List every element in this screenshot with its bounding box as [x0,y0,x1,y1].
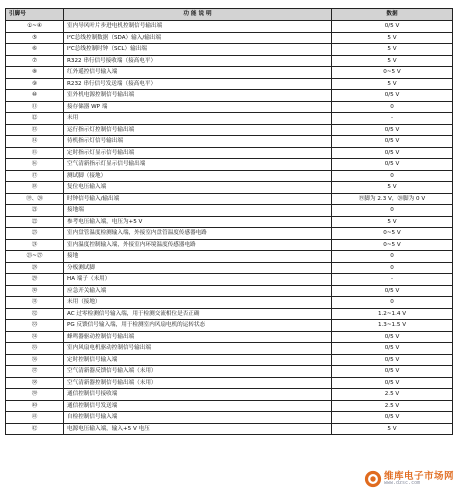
function-description-cell: 蜂鸣器驱动控制信号输出端 [64,331,332,343]
pin-number-cell: ㉔ [6,239,64,251]
pin-number-cell: ㉜ [6,308,64,320]
pin-number-cell: ㉑ [6,205,64,217]
data-value-cell: 0/5 V [332,90,453,102]
table-row [6,412,453,424]
pin-number-cell: ⑲、⑳ [6,193,64,205]
pin-number-cell: ㊷ [6,423,64,435]
pin-number-cell: ㉕~㉗ [6,251,64,263]
table-row [6,285,453,297]
function-description-cell: 空气清新器反馈信号输入端（未用） [64,366,332,378]
pin-number-cell: ⑩ [6,90,64,102]
function-description-cell: 接存储器 WP 端 [64,101,332,113]
table-row [6,182,453,194]
header-function-description: 功 能 说 明 [64,9,332,21]
table-row [6,400,453,412]
table-row [6,90,453,102]
table-row [6,159,453,171]
data-value-cell: 0/5 V [332,343,453,355]
pin-number-cell: ⑧ [6,67,64,79]
data-value-cell: 0/5 V [332,354,453,366]
table-row [6,423,453,435]
function-description-cell: 应急开关输入端 [64,285,332,297]
function-description-cell: 室内盘管温度检测输入端，外接室内盘管温度传感器电路 [64,228,332,240]
function-description-cell: 分板测试脚 [64,262,332,274]
data-value-cell: ⑲脚为 2.3 V，⑳脚为 0 V [332,193,453,205]
table-row [6,113,453,125]
table-row [6,228,453,240]
data-value-cell: 5 V [332,78,453,90]
data-value-cell: 5 V [332,216,453,228]
pin-function-sheet [5,8,452,435]
function-description-cell: 红外遥控信号输入端 [64,67,332,79]
pin-number-cell: ⑪ [6,101,64,113]
function-description-cell: I²C总线控制时钟（SCL）输出端 [64,44,332,56]
watermark-text [384,472,454,487]
function-description-cell: HA 端子（未用） [64,274,332,286]
table-row [6,205,453,217]
table-row [6,124,453,136]
pin-number-cell: ⑦ [6,55,64,67]
function-description-cell: 空气清新指示灯显示信号输出端 [64,159,332,171]
table-row [6,354,453,366]
pin-number-cell: ㉒ [6,216,64,228]
data-value-cell: 0/5 V [332,285,453,297]
table-row [6,193,453,205]
data-value-cell: 0 [332,262,453,274]
function-description-cell: 通信控制信号接收端 [64,389,332,401]
table-row [6,331,453,343]
function-description-cell: 自检控制信号输入端 [64,412,332,424]
data-value-cell: 0/5 V [332,331,453,343]
table-row [6,44,453,56]
function-description-cell: 参考电压输入端，电压为+5 V [64,216,332,228]
pin-number-cell: ㉛ [6,297,64,309]
function-description-cell: PG 反馈信号输入端，用于检测室内风扇电机的运转状态 [64,320,332,332]
table-row [6,32,453,44]
function-description-cell: R322 串行信号接收端（接高电平） [64,55,332,67]
data-value-cell: 0~5 V [332,239,453,251]
table-row [6,366,453,378]
pin-number-cell: ⑬ [6,124,64,136]
table-row [6,147,453,159]
pin-number-cell: ㊶ [6,412,64,424]
data-value-cell: 2.5 V [332,389,453,401]
table-row [6,239,453,251]
function-description-cell: 时钟信号输入/输出端 [64,193,332,205]
function-description-cell: 空气清新器控制信号输出端（未用） [64,377,332,389]
pin-number-cell: ⑥ [6,44,64,56]
function-description-cell: 待机指示灯信号输出端 [64,136,332,148]
data-value-cell: 0/5 V [332,366,453,378]
data-value-cell: 0/5 V [332,124,453,136]
pin-number-cell: ㊵ [6,400,64,412]
data-value-cell: 0~5 V [332,67,453,79]
header-data: 数据 [332,9,453,21]
data-value-cell: 0 [332,251,453,263]
pin-number-cell: ⑨ [6,78,64,90]
data-value-cell: 5 V [332,182,453,194]
table-row [6,297,453,309]
function-description-cell: 室内导风叶片步进电机控制信号输出端 [64,21,332,33]
data-value-cell: 0 [332,297,453,309]
table-row [6,101,453,113]
function-description-cell: 定时控制信号输入端 [64,354,332,366]
pin-number-cell: ㉘ [6,262,64,274]
data-value-cell: 0 [332,205,453,217]
data-value-cell: 0/5 V [332,147,453,159]
watermark [364,468,454,490]
pin-function-table [5,8,453,435]
table-row [6,320,453,332]
function-description-cell: 室外机电源控制信号输出端 [64,90,332,102]
function-description-cell: 电源电压输入端，输入+5 V 电压 [64,423,332,435]
data-value-cell: 5 V [332,423,453,435]
function-description-cell: 未用（接地） [64,297,332,309]
table-header-row [6,9,453,21]
function-description-cell: 接地端 [64,205,332,217]
data-value-cell: 0/5 V [332,377,453,389]
table-row [6,377,453,389]
table-row [6,78,453,90]
watermark-site: www.dzsc.com [383,480,421,487]
pin-number-cell: ㊲ [6,366,64,378]
pin-number-cell: ㉝ [6,320,64,332]
table-row [6,251,453,263]
pin-number-cell: ⑮ [6,147,64,159]
data-value-cell: 0/5 V [332,412,453,424]
table-body [6,21,453,435]
function-description-cell: 测试脚（接地） [64,170,332,182]
pin-number-cell: ㉙ [6,274,64,286]
pin-number-cell: ㉓ [6,228,64,240]
pin-number-cell: ㊱ [6,354,64,366]
pin-number-cell: ①~④ [6,21,64,33]
function-description-cell: 接地 [64,251,332,263]
function-description-cell: I²C总线控制数据（SDA）输入/输出端 [64,32,332,44]
data-value-cell: 2.5 V [332,400,453,412]
data-value-cell: 0/5 V [332,159,453,171]
table-row [6,67,453,79]
pin-number-cell: ⑰ [6,170,64,182]
table-row [6,262,453,274]
table-row [6,21,453,33]
pin-number-cell: ㉚ [6,285,64,297]
function-description-cell: 未用 [64,113,332,125]
pin-number-cell: ㉞ [6,331,64,343]
function-description-cell: R232 串行信号发送端（接高电平） [64,78,332,90]
data-value-cell: 0/5 V [332,136,453,148]
data-value-cell: - [332,274,453,286]
table-row [6,308,453,320]
data-value-cell: 1.2~1.4 V [332,308,453,320]
table-row [6,274,453,286]
data-value-cell: 5 V [332,55,453,67]
table-row [6,136,453,148]
table-row [6,170,453,182]
function-description-cell: 室内风扇电机驱动控制信号输出端 [64,343,332,355]
pin-number-cell: ㊳ [6,377,64,389]
dzsc-logo-icon [364,470,382,488]
table-row [6,389,453,401]
pin-number-cell: ⑤ [6,32,64,44]
function-description-cell: 定时指示灯显示信号输出端 [64,147,332,159]
data-value-cell: 1.3~1.5 V [332,320,453,332]
pin-number-cell: ⑭ [6,136,64,148]
data-value-cell: 0/5 V [332,21,453,33]
function-description-cell: 室内温度控制输入端，外接室内环境温度传感器电路 [64,239,332,251]
pin-number-cell: ㉟ [6,343,64,355]
header-pin-number: 引脚号 [6,9,64,21]
table-row [6,343,453,355]
table-row [6,55,453,67]
data-value-cell: 5 V [332,32,453,44]
data-value-cell: 0 [332,170,453,182]
pin-number-cell: ⑫ [6,113,64,125]
data-value-cell: 5 V [332,44,453,56]
table-row [6,216,453,228]
data-value-cell: 0 [332,101,453,113]
watermark-brand: 维库电子市场网 [383,470,454,482]
data-value-cell: - [332,113,453,125]
data-value-cell: 0~5 V [332,228,453,240]
pin-number-cell: ⑱ [6,182,64,194]
function-description-cell: 运行指示灯控制信号输出端 [64,124,332,136]
function-description-cell: 通信控制信号发送端 [64,400,332,412]
pin-number-cell: ㊴ [6,389,64,401]
function-description-cell: AC 过零检测信号输入端，用于检测交流相位是否正确 [64,308,332,320]
function-description-cell: 复位电压输入端 [64,182,332,194]
pin-number-cell: ⑯ [6,159,64,171]
